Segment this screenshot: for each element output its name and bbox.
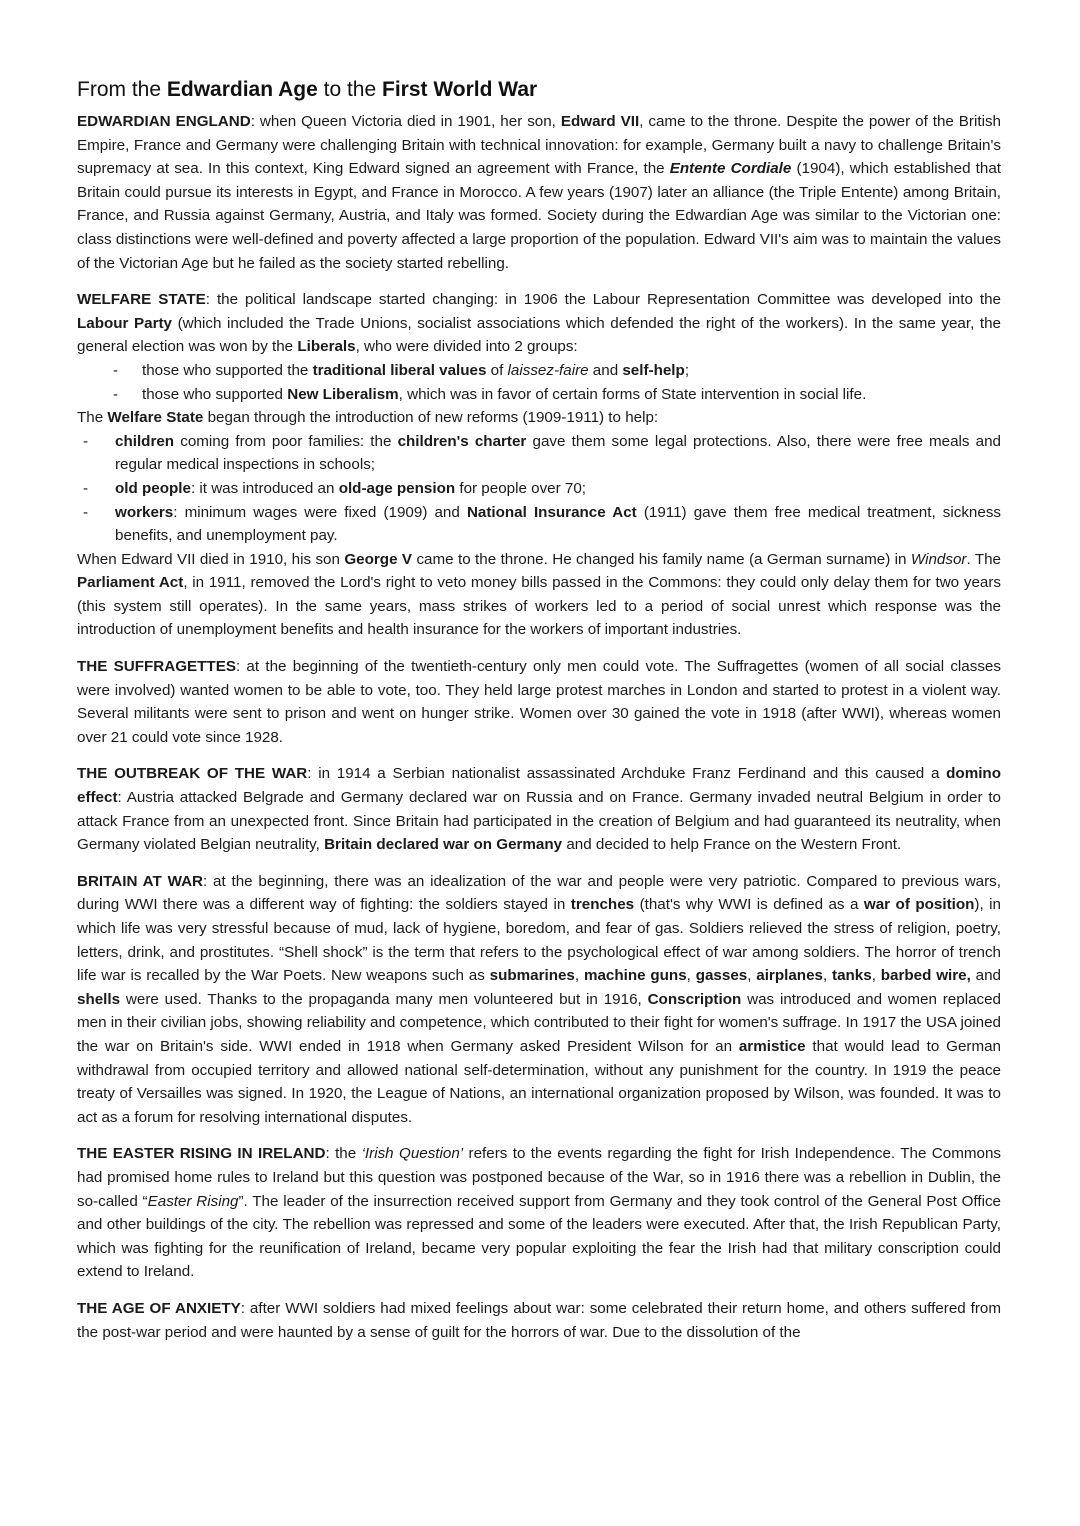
list-item: - those who supported New Liberalism, which was in favor of certain forms of State intervention in social life. [77,383,1001,407]
paragraph-outbreak: THE OUTBREAK OF THE WAR: in 1914 a Serbian nationalist assassinated Archduke Franz Ferdinand and this caused a domino effect: Austria attacked Belgrade and Germany declared war on Russia and on France. Germany invaded neutral Belgium in order to attack France from an unexpected front. Since Britain had participated in the creation of Belgium and had guaranteed its neutrality, when Germany violated Belgian neutrality, Britain declared war on Germany and decided to help France on the Western Front. [77,765,1001,854]
paragraph-age-of-anxiety: THE AGE OF ANXIETY: after WWI soldiers had mixed feelings about war: some celebrated their return home, and others suffered from the post-war period and were haunted by a sense of guilt for the horrors of war. Due to the dissolution of the [77,1299,1001,1341]
section-heading: WELFARE STATE [77,291,206,309]
page-title: From the Edwardian Age to the First World War [77,78,538,101]
paragraph-britain-at-war: BRITAIN AT WAR: at the beginning, there was an idealization of the war and people were very patriotic. Compared to previous wars, during WWI there was a different way of fighting: the soldiers stayed in trenches (that's why WWI is defined as a war of position), in which life was very stressful because of mud, lack of hygiene, boredom, and fear of gas. Soldiers relieved the stress of religion, poetry, letters, drink, and prostitutes. “Shell shock” is the term that refers to the psychological effect of war among soldiers. The horror of trench life war is recalled by the War Poets. New weapons such as submarines, machine guns, gasses, airplanes, tanks, barbed wire, and shells were used. Thanks to the propaganda many men volunteered but in 1916, Conscription was introduced and women replaced men in their civilian jobs, showing reliability and competence, which contributed to their fight for women's suffrage. In 1917 the USA joined the war on Britain's side. WWI ended in 1918 when Germany asked President Wilson for an armistice that would lead to German withdrawal from occupied territory and allowed national self-determination, without any punishment for the country. In 1919 the peace treaty of Versailles was signed. In 1920, the League of Nations, an international organization proposed by Wilson, was founded. It was to act as a forum for resolving international disputes. [77,872,1002,1126]
paragraph-easter-rising: THE EASTER RISING IN IRELAND: the ‘Irish Question’ refers to the events regarding the fight for Irish Independence. The Commons had promised home rules to Ireland but this question was postponed because of the War, so in 1916 there was a rebellion in Dublin, the so-called “Easter Rising”. The leader of the insurrection received support from Germany and they took control of the General Post Office and other buildings of the city. The rebellion was repressed and some of the leaders were executed. After that, the Irish Republican Party, which was fighting for the reunification of Ireland, became very popular exploiting the fear the Irish had that military conscription could extend to Ireland. [77,1145,1001,1281]
list-item: - those who supported the traditional liberal values of laissez-faire and self-help; [77,359,1001,383]
paragraph-welfare-intro: The Welfare State began through the introduction of new reforms (1909-1911) to help: [77,409,659,427]
paragraph-george-v: When Edward VII died in 1910, his son George V came to the throne. He changed his family name (a German surname) in Windsor. The Parliament Act, in 1911, removed the Lord's right to veto money bills passed in the Commons: they could only delay them for two years (this system still operates). In the same years, mass strikes of workers led to a period of social unrest which response was the introduction of unemployment benefits and health insurance for the workers of important industries. [77,550,1001,639]
paragraph-suffragettes: THE SUFFRAGETTES: at the beginning of the twentieth-century only men could vote. The Suffragettes (women of all social classes were involved) wanted women to be able to vote, too. They held large protest marches in London and started to protest in a violent way. Several militants were sent to prison and went on hunger strike. Women over 30 gained the vote in 1918 (after WWI), whereas women over 21 could vote since 1928. [77,658,1001,746]
section-heading: THE SUFFRAGETTES [77,658,236,676]
reforms-list [77,430,1001,548]
list-item: - old people: it was introduced an old-age pension for people over 70; [77,477,1001,501]
section-heading: THE EASTER RISING IN IRELAND [77,1145,326,1163]
section-heading: THE OUTBREAK OF THE WAR [77,765,308,783]
section-heading: THE AGE OF ANXIETY [77,1299,241,1317]
section-heading: EDWARDIAN ENGLAND [77,113,251,130]
liberal-groups-list [77,359,1001,406]
list-item: - workers: minimum wages were fixed (1909) and National Insurance Act (1911) gave them free medical treatment, sickness benefits, and unemployment pay. [77,501,1001,548]
paragraph-edwardian-england: EDWARDIAN ENGLAND: when Queen Victoria died in 1901, her son, Edward VII, came to the throne. Despite the power of the British Empire, France and Germany were challenging Britain with technical innovation: for example, Germany built a navy to challenge Britain's supremacy at sea. In this context, King Edward signed an agreement with France, the Entente Cordiale (1904), which established that Britain could pursue its interests in Egypt, and France in Morocco. A few years (1907) later an alliance (the Triple Entente) among Britain, France, and Russia against Germany, Austria, and Italy was formed. Society during the Edwardian Age was similar to the Victorian one: class distinctions were well-defined and poverty affected a large proportion of the population. Edward VII's aim was to maintain the values of the Victorian Age but he failed as the society started rebelling. [77,113,1001,272]
paragraph-welfare-state: WELFARE STATE: the political landscape started changing: in 1906 the Labour Representation Committee was developed into the Labour Party (which included the Trade Unions, socialist associations which defended the right of the workers). In the same year, the general election was won by the Liberals, who were divided into 2 groups: [77,291,1001,356]
section-heading: BRITAIN AT WAR [77,872,204,890]
section-welfare-state [77,288,1001,642]
list-item: - children coming from poor families: the children's charter gave them some legal protections. Also, there were free meals and regular medical inspections in schools; [77,430,1001,477]
document-page [77,76,1001,1357]
